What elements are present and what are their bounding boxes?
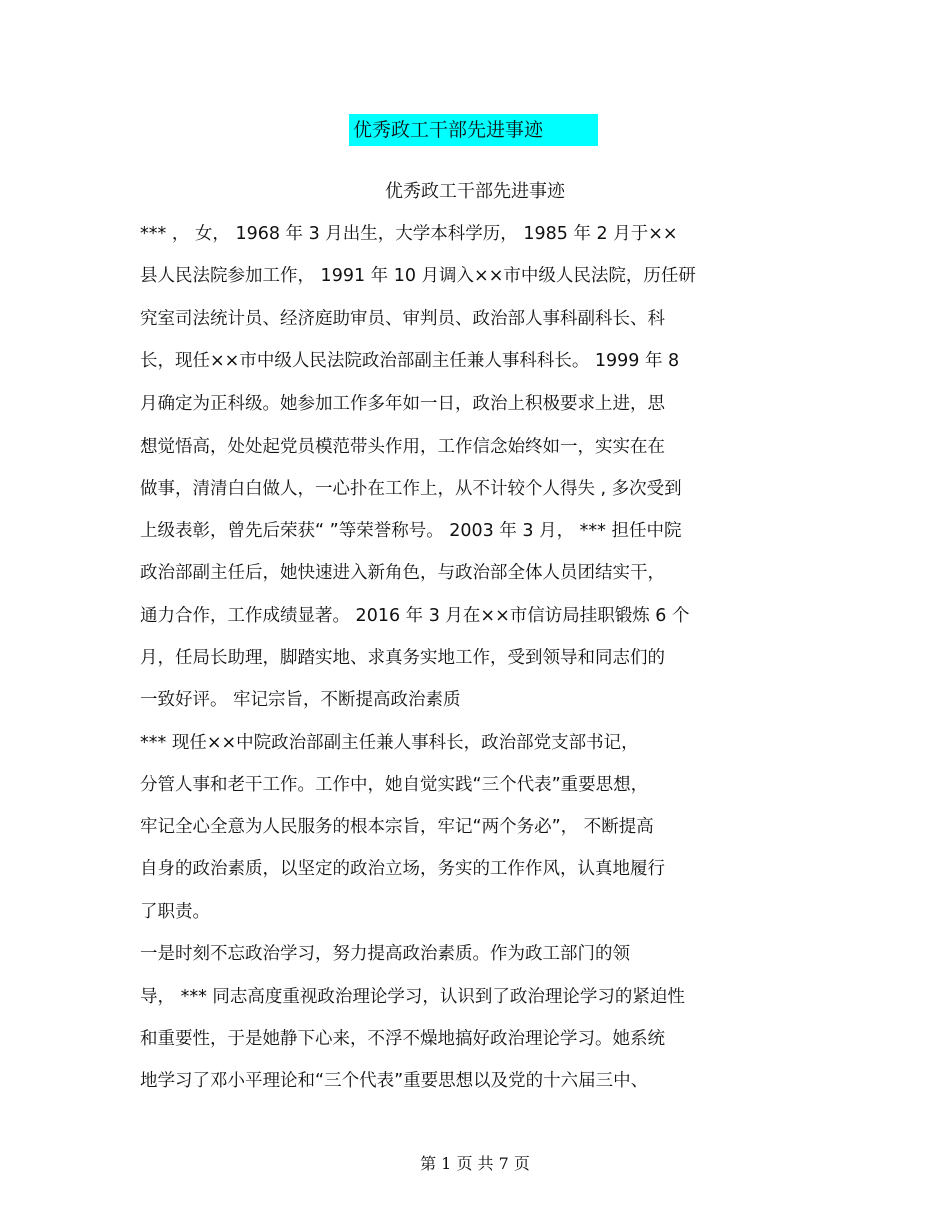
body-line: 上级表彰，曾先后荣获“ ”等荣誉称号。 2003 年 3 月， *** 担任中院 [140, 521, 682, 541]
body-line: 一是时刻不忘政治学习，努力提高政治素质。作为政工部门的领 [140, 944, 630, 964]
body-line: 分管人事和老干工作。工作中，她自觉实践“三个代表”重要思想， [140, 775, 649, 795]
body-line: 自身的政治素质，以坚定的政治立场，务实的工作作风，认真地履行 [140, 859, 665, 879]
body-line: 牢记全心全意为人民服务的根本宗旨，牢记“两个务必”， 不断提高 [140, 817, 654, 837]
body-line: 政治部副主任后，她快速进入新角色，与政治部全体人员团结实干， [140, 563, 665, 583]
body-line: 和重要性，于是她静下心来，不浮不燥地搞好政治理论学习。她系统 [140, 1029, 665, 1049]
body-line: 导， *** 同志高度重视政治理论学习，认识到了政治理论学习的紧迫性 [140, 987, 685, 1007]
page-footer: 第 1 页 共 7 页 [420, 1154, 530, 1173]
body-line: 长，现任××市中级人民法院政治部副主任兼人事科科长。 1999 年 8 [140, 351, 680, 371]
body-line: *** 现任××中院政治部副主任兼人事科长，政治部党支部书记， [140, 733, 639, 753]
body-line: 月，任局长助理，脚踏实地、求真务实地工作，受到领导和同志们的 [140, 648, 665, 668]
body-line: 地学习了邓小平理论和“三个代表”重要思想以及党的十六届三中、 [140, 1071, 649, 1091]
body-line: *** ， 女， 1968 年 3 月出生，大学本科学历， 1985 年 2 月于×× [140, 224, 678, 244]
body-line: 了职责。 [140, 902, 210, 922]
body-line: 想觉悟高，处处起党员模范带头作用，工作信念始终如一，实实在在 [140, 437, 665, 457]
body-line: 月确定为正科级。她参加工作多年如一日，政治上积极要求上进，思 [140, 394, 665, 414]
body-line: 做事，清清白白做人，一心扑在工作上，从不计较个人得失 , 多次受到 [140, 479, 682, 499]
body-line: 通力合作，工作成绩显著。 2016 年 3 月在××市信访局挂职锻炼 6 个 [140, 606, 690, 626]
document-title: 优秀政工干部先进事迹 [349, 114, 598, 146]
body-line: 究室司法统计员、经济庭助审员、审判员、政治部人事科副科长、科 [140, 309, 665, 329]
document-subtitle: 优秀政工干部先进事迹 [385, 181, 565, 202]
body-line: 一致好评。 牢记宗旨，不断提高政治素质 [140, 690, 461, 710]
body-line: 县人民法院参加工作， 1991 年 10 月调入××市中级人民法院，历任研 [140, 266, 696, 286]
